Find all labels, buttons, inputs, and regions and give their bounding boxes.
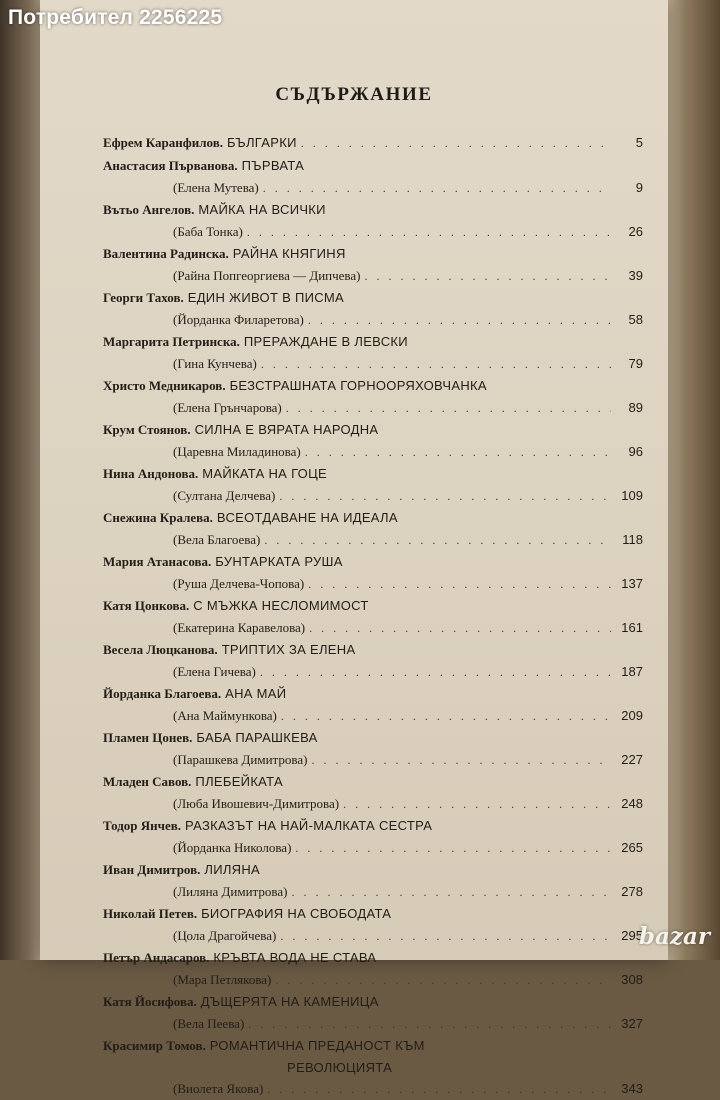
- entry-title: ПРЕРАЖДАНЕ В ЛЕВСКИ: [243, 334, 408, 349]
- entry-title: МАЙКАТА НА ГОЦЕ: [202, 466, 327, 481]
- toc-entry-title-line: [103, 132, 643, 154]
- toc-entry-title-line: [103, 1035, 643, 1057]
- entry-page-number: 96: [628, 444, 643, 459]
- entry-author: Вътьо Ангелов.: [103, 202, 195, 217]
- dot-leader: [261, 354, 611, 375]
- entry-title: РОМАНТИЧНА ПРЕДАНОСТ КЪМ: [209, 1038, 425, 1053]
- dot-leader: [308, 574, 611, 595]
- entry-page-number: 278: [621, 884, 643, 899]
- toc-entry: [103, 771, 643, 814]
- entry-title: МАЙКА НА ВСИЧКИ: [198, 202, 326, 217]
- toc-entry: [103, 1035, 643, 1099]
- entry-page-number: 265: [621, 840, 643, 855]
- entry-page-number: 5: [635, 135, 643, 150]
- toc-entry-subject-line: [103, 837, 643, 858]
- entry-page-number: 248: [621, 796, 643, 811]
- dot-leader: [308, 310, 611, 331]
- entry-title: ПЛЕБЕЙКАТА: [195, 774, 283, 789]
- entry-author: Мария Атанасова.: [103, 554, 212, 569]
- entry-page-number: 295: [621, 928, 643, 943]
- entry-title: ДЪЩЕРЯТА НА КАМЕНИЦА: [200, 994, 379, 1009]
- toc-entry-subject-line: [103, 617, 643, 638]
- dot-leader: [263, 178, 611, 199]
- toc-entry-title-line: [103, 859, 643, 881]
- dot-leader: [260, 662, 611, 683]
- entry-title: БЪЛГАРКИ: [226, 135, 297, 150]
- toc-entry: [103, 199, 643, 242]
- toc-entry-title-line: [103, 419, 643, 441]
- entry-author: Катя Цонкова.: [103, 598, 190, 613]
- entry-page-number: 161: [621, 620, 643, 635]
- entry-author: Николай Петев.: [103, 906, 198, 921]
- entry-page-number: 227: [621, 752, 643, 767]
- dot-leader: [365, 266, 612, 287]
- toc-entry: [103, 155, 643, 198]
- toc-entry-subject-line: [103, 353, 643, 374]
- toc-entry-subject-line: [103, 661, 643, 682]
- entry-subject: (Люба Ивошевич-Димитрова): [173, 796, 340, 811]
- entry-author: Пламен Цонев.: [103, 730, 193, 745]
- toc-entry: [103, 727, 643, 770]
- toc-entry: [103, 507, 643, 550]
- entry-subject: (Султана Делчева): [173, 488, 276, 503]
- toc-entry-title-line: [103, 991, 643, 1013]
- entry-author: Крум Стоянов.: [103, 422, 191, 437]
- entry-title: БАБА ПАРАШКЕВА: [196, 730, 318, 745]
- entry-title: СИЛНА Е ВЯРАТА НАРОДНА: [194, 422, 379, 437]
- entry-title: БЕЗСТРАШНАТА ГОРНООРЯХОВЧАНКА: [229, 378, 487, 393]
- entry-title: РАЗКАЗЪТ НА НАЙ-МАЛКАТА СЕСТРА: [185, 818, 433, 833]
- entry-author: Красимир Томов.: [103, 1038, 206, 1053]
- book-right-edge: [662, 0, 720, 960]
- dot-leader: [291, 882, 611, 903]
- toc-entry: [103, 815, 643, 858]
- entry-author: Весела Люцканова.: [103, 642, 218, 657]
- entry-author: Тодор Янчев.: [103, 818, 182, 833]
- toc-entry-title-line: [103, 815, 643, 837]
- entry-author: Нина Андонова.: [103, 466, 199, 481]
- dot-leader: [311, 750, 611, 771]
- entry-subject: (Руша Делчева-Чопова): [173, 576, 305, 591]
- entry-subject: (Елена Гичева): [173, 664, 256, 679]
- toc-entry: [103, 991, 643, 1034]
- toc-entry-title-line: [103, 903, 643, 925]
- entry-page-number: 118: [622, 532, 643, 547]
- entry-title: ЛИЛЯНА: [204, 862, 261, 877]
- toc-entry: [103, 903, 643, 946]
- toc-entry-subject-line: [103, 529, 643, 550]
- entry-subject: (Вела Благоева): [173, 532, 261, 547]
- entry-title: РАЙНА КНЯГИНЯ: [232, 246, 346, 261]
- entry-title: АНА МАЙ: [225, 686, 287, 701]
- dot-leader: [280, 926, 611, 947]
- dot-leader: [301, 132, 611, 154]
- toc-entry-subject-line: [103, 1078, 643, 1099]
- toc-entry-title-line: [103, 727, 643, 749]
- toc-entry: [103, 947, 643, 990]
- entry-title: С МЪЖКА НЕСЛОМИМОСТ: [193, 598, 369, 613]
- toc-entry: [103, 463, 643, 506]
- toc-entry-title-line: [103, 947, 643, 969]
- entry-page-number: 137: [621, 576, 643, 591]
- bazar-logo: bazar: [638, 923, 710, 950]
- entry-subject: (Виолета Якова): [173, 1081, 264, 1096]
- dot-leader: [309, 618, 611, 639]
- entry-author: Анастасия Първанова.: [103, 158, 238, 173]
- entry-subject: (Йорданка Филаретова): [173, 312, 304, 327]
- dot-leader: [343, 794, 611, 815]
- toc-entry-title-line: [103, 507, 643, 529]
- entry-title: ЕДИН ЖИВОТ В ПИСМА: [187, 290, 344, 305]
- dot-leader: [264, 530, 611, 551]
- toc-entry: [103, 859, 643, 902]
- toc-entry: [103, 551, 643, 594]
- toc-entry-title-line: [103, 595, 643, 617]
- entry-subject: (Йорданка Николова): [173, 840, 292, 855]
- entry-subject: (Баба Тонка): [173, 224, 243, 239]
- toc-entry-title-line: [103, 199, 643, 221]
- toc-entry: [103, 375, 643, 418]
- toc-entry: [103, 639, 643, 682]
- entry-page-number: 9: [635, 180, 643, 195]
- entry-author: Снежина Кралева.: [103, 510, 213, 525]
- entry-subject: (Цола Драгойчева): [173, 928, 277, 943]
- entry-title: БИОГРАФИЯ НА СВОБОДАТА: [201, 906, 392, 921]
- dot-leader: [286, 398, 611, 419]
- toc-entry: [103, 132, 643, 154]
- toc-entry-subject-line: [103, 573, 643, 594]
- toc-entry-title-line: [103, 639, 643, 661]
- entry-page-number: 39: [628, 268, 643, 283]
- entry-author: Петър Андасаров.: [103, 950, 210, 965]
- entry-page-number: 89: [628, 400, 643, 415]
- toc-entry-subject-line: [103, 177, 643, 198]
- toc-entry-title-line: [103, 551, 643, 573]
- entry-author: Йорданка Благоева.: [103, 686, 222, 701]
- entry-author: Валентина Радинска.: [103, 246, 229, 261]
- entry-subject: (Ана Маймункова): [173, 708, 277, 723]
- toc-entry: [103, 683, 643, 726]
- entry-subject: (Лиляна Димитрова): [173, 884, 288, 899]
- toc-entry-subject-line: [103, 309, 643, 330]
- dot-leader: [275, 970, 611, 991]
- entry-title: КРЪВТА ВОДА НЕ СТАВА: [213, 950, 377, 965]
- entry-title: БУНТАРКАТА РУША: [215, 554, 343, 569]
- entry-subject: (Вела Пеева): [173, 1016, 245, 1031]
- entry-title: ПЪРВАТА: [241, 158, 305, 173]
- entry-page-number: 58: [628, 312, 643, 327]
- page-heading: СЪДЪРЖАНИЕ: [275, 84, 433, 105]
- entry-subject: (Мара Петлякова): [173, 972, 272, 987]
- entry-author: Христо Медникаров.: [103, 378, 226, 393]
- entry-page-number: 327: [621, 1016, 643, 1031]
- toc-entry-title-line: [103, 463, 643, 485]
- toc-entry-subject-line: [103, 881, 643, 902]
- entry-page-number: 187: [621, 664, 643, 679]
- toc-entry-subject-line: [103, 925, 643, 946]
- dot-leader: [279, 486, 611, 507]
- toc-entry-subject-line: [103, 221, 643, 242]
- dot-leader: [248, 1014, 611, 1035]
- entry-subject: (Райна Попгеоргиева — Дипчева): [173, 268, 361, 283]
- entry-author: Маргарита Петринска.: [103, 334, 240, 349]
- toc-entry-title-line: [103, 331, 643, 353]
- dot-leader: [267, 1079, 611, 1100]
- user-watermark: Потребител 2256225: [8, 6, 223, 29]
- entry-author: Ефрем Каранфилов.: [103, 135, 223, 150]
- toc-entry-title-continuation: [103, 1057, 643, 1078]
- entry-subject: (Царевна Миладинова): [173, 444, 301, 459]
- entry-title: ТРИПТИХ ЗА ЕЛЕНА: [221, 642, 356, 657]
- toc-entry: [103, 243, 643, 286]
- toc-entry-subject-line: [103, 793, 643, 814]
- toc-entry-subject-line: [103, 485, 643, 506]
- entry-page-number: 308: [621, 972, 643, 987]
- entry-page-number: 79: [628, 356, 643, 371]
- toc-entry-subject-line: [103, 265, 643, 286]
- toc-entry-subject-line: [103, 397, 643, 418]
- dot-leader: [281, 706, 611, 727]
- toc-entry: [103, 331, 643, 374]
- toc-entry-subject-line: [103, 441, 643, 462]
- entry-page-number: 343: [621, 1081, 643, 1096]
- toc-entry-subject-line: [103, 969, 643, 990]
- entry-subject: (Елена Грънчарова): [173, 400, 282, 415]
- entry-page-number: 209: [621, 708, 643, 723]
- entry-author: Младен Савов.: [103, 774, 192, 789]
- table-of-contents: [103, 132, 643, 1100]
- entry-subject: (Гина Кунчева): [173, 356, 257, 371]
- dot-leader: [295, 838, 611, 859]
- toc-entry-title-line: [103, 683, 643, 705]
- toc-entry-subject-line: [103, 705, 643, 726]
- entry-page-number: 26: [628, 224, 643, 239]
- entry-author: Иван Димитров.: [103, 862, 201, 877]
- book-page: [40, 0, 668, 1096]
- entry-subject: (Екатерина Каравелова): [173, 620, 306, 635]
- dot-leader: [247, 222, 611, 243]
- toc-entry-title-line: [103, 243, 643, 265]
- toc-entry-title-line: [103, 375, 643, 397]
- entry-author: Георги Тахов.: [103, 290, 184, 305]
- toc-entry-title-line: [103, 771, 643, 793]
- toc-entry-subject-line: [103, 749, 643, 770]
- entry-title: ВСЕОТДАВАНЕ НА ИДЕАЛА: [216, 510, 398, 525]
- toc-entry-title-line: [103, 155, 643, 177]
- entry-subject: (Парашкева Димитрова): [173, 752, 308, 767]
- toc-entry-title-line: [103, 287, 643, 309]
- entry-subject: (Елена Мутева): [173, 180, 259, 195]
- entry-author: Катя Йосифова.: [103, 994, 197, 1009]
- entry-page-number: 109: [621, 488, 643, 503]
- toc-entry: [103, 287, 643, 330]
- toc-entry-subject-line: [103, 1013, 643, 1034]
- entry-title-continuation: РЕВОЛЮЦИЯТА: [287, 1060, 393, 1075]
- dot-leader: [305, 442, 611, 463]
- toc-entry: [103, 595, 643, 638]
- toc-entry: [103, 419, 643, 462]
